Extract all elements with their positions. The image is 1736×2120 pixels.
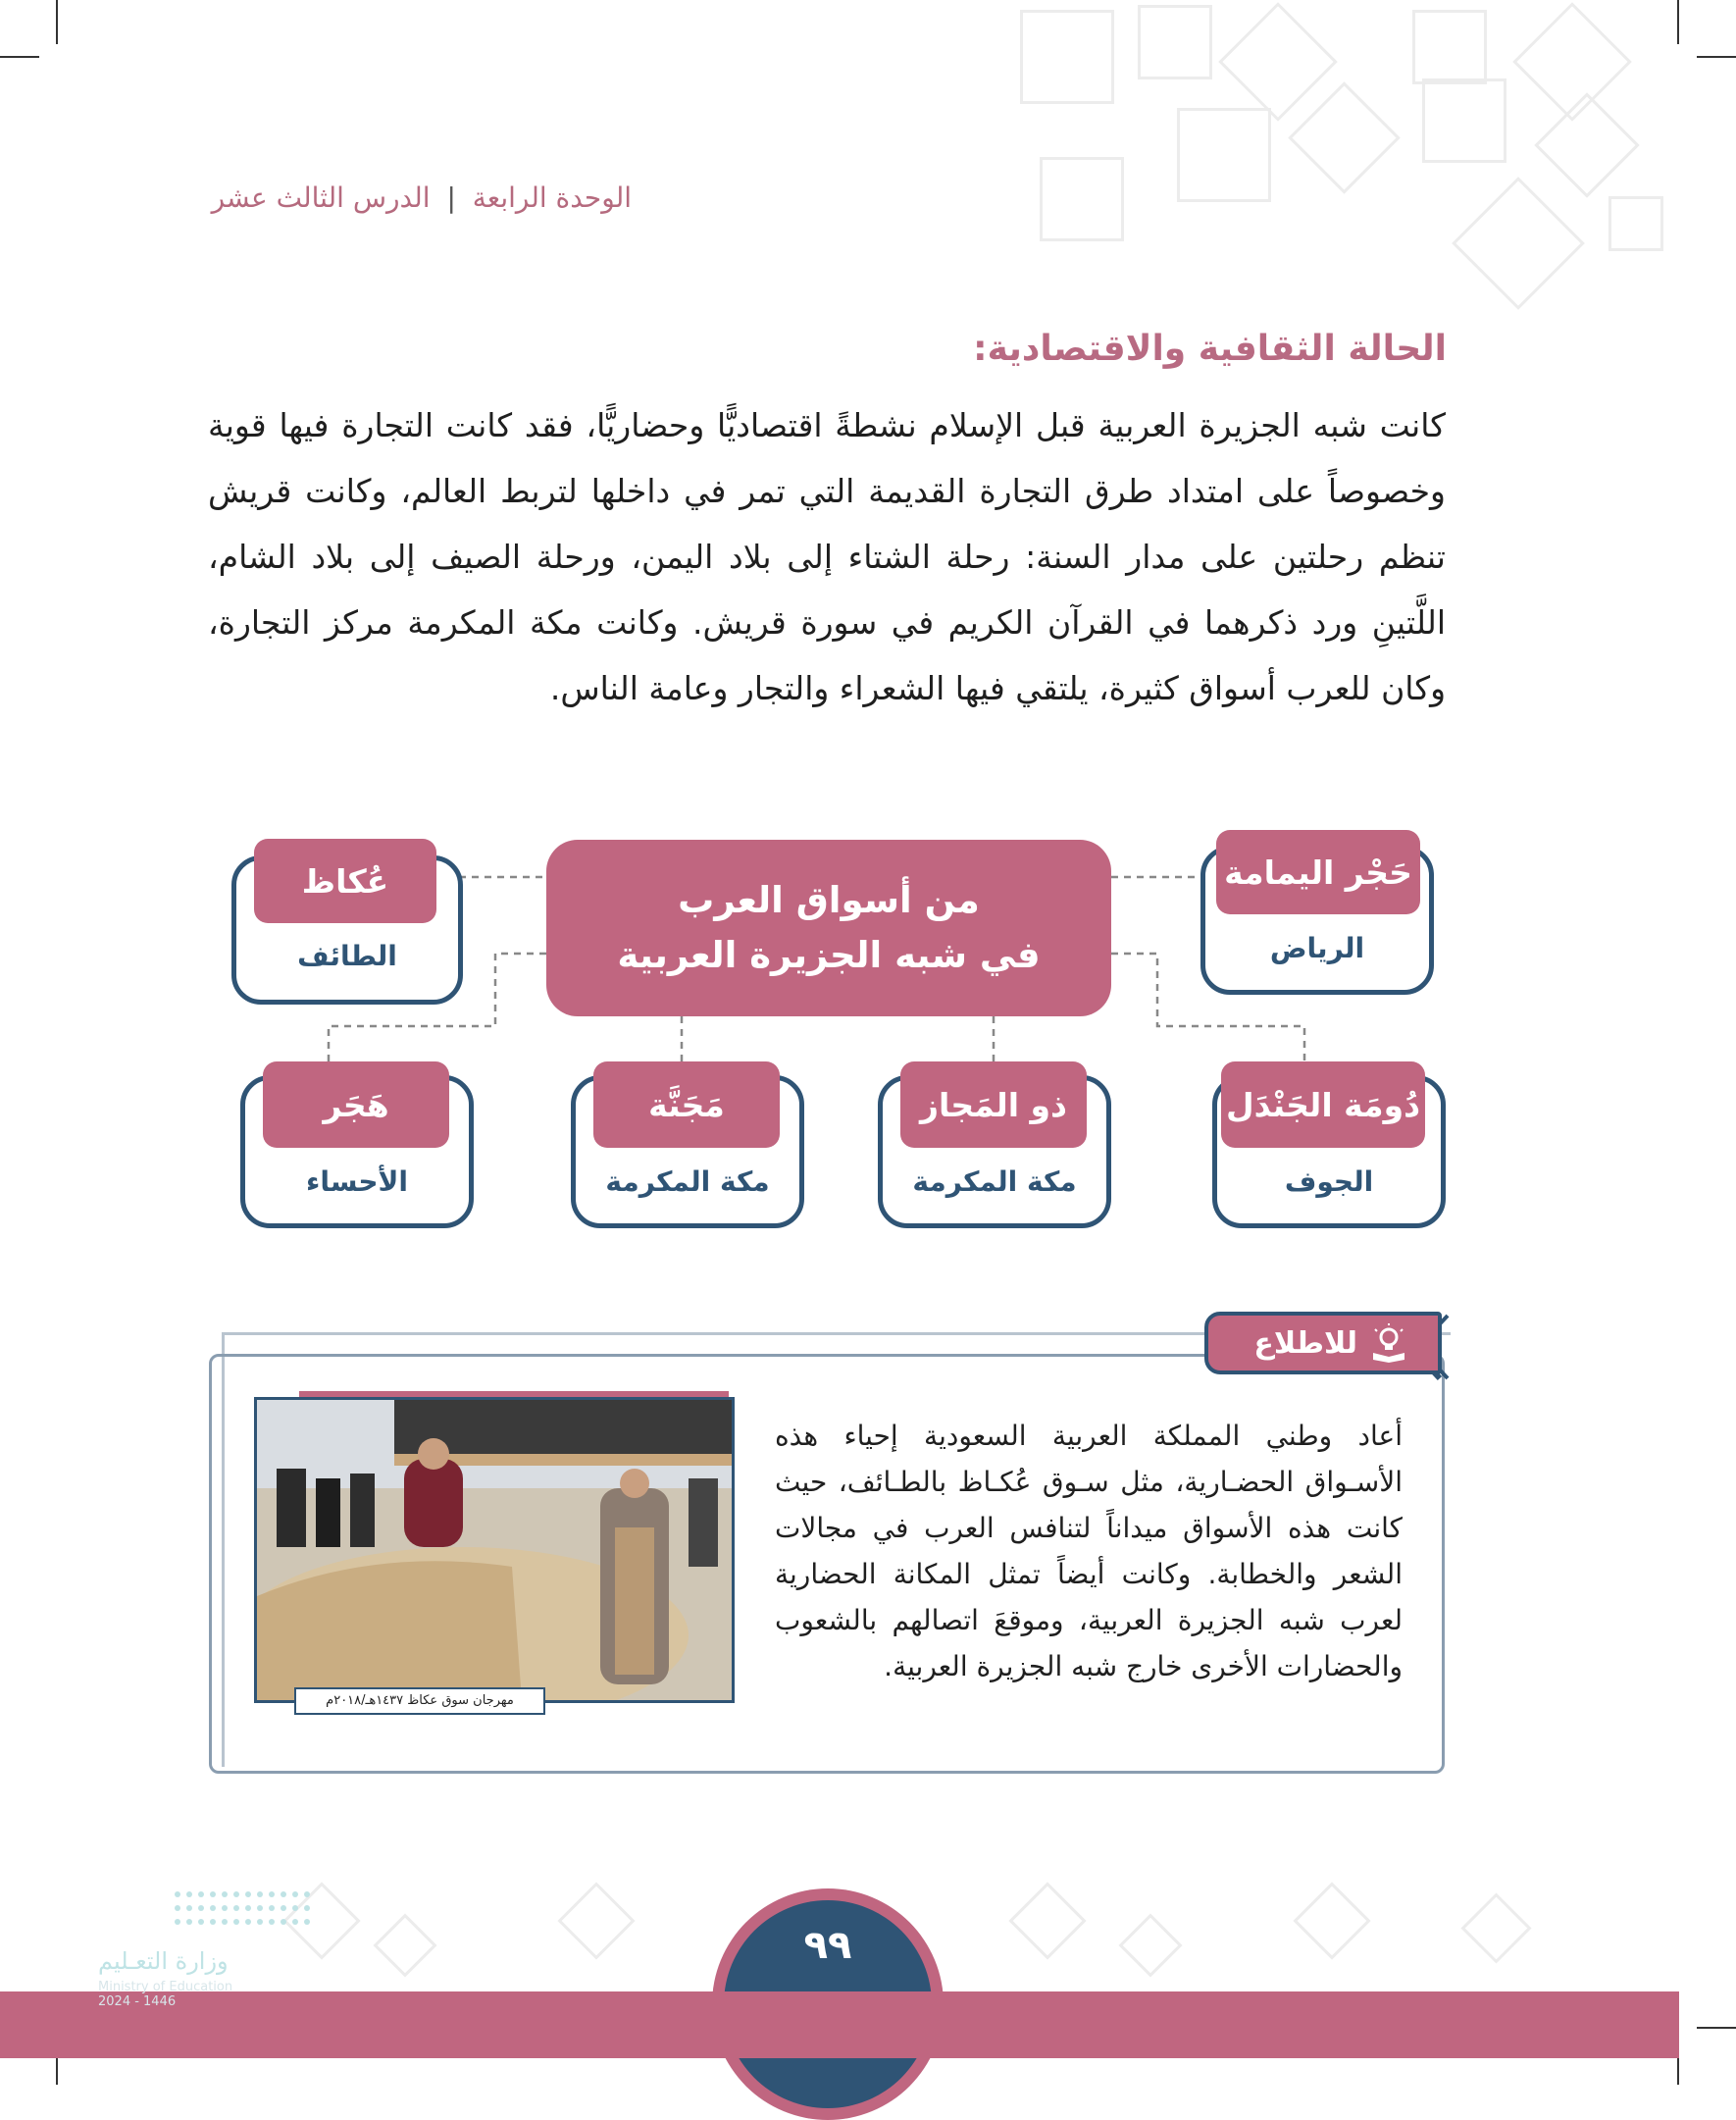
festival-photo: [254, 1397, 735, 1703]
body-paragraph-text: كانت شبه الجزيرة العربية قبل الإسلام نشطةً اقتصاديًّا وحضاريًّا، فقد كانت التجارة فيها قوية وخصوصاً على امتداد طرق التجارة القديمة التي تمر في داخلها لتربط العالم، وكانت قريش تنظم رحلتين على مدار السنة: رحلة الشتاء إلى بلاد اليمن، ورحلة الصيف إلى بلاد الشام، اللَّتينِ ورد ذكرهما في القرآن الكريم في سورة قريش. وكانت مكة المكرمة مركز التجارة، وكان للعرب أسواق كثيرة، يلتقي فيها الشعراء والتجار وعامة الناس.: [208, 406, 1446, 707]
ministry-name-en-text: Ministry of Education: [98, 1980, 233, 1994]
ministry-name-en: [98, 1980, 232, 2009]
info-paragraph: [775, 1413, 1403, 1689]
photo-caption: مهرجان سوق عكاظ ١٤٣٧هـ/٢٠١٨م: [294, 1687, 545, 1715]
market-place: الجوف: [1284, 1165, 1374, 1198]
market-name: حَجْر اليمامة: [1216, 830, 1420, 914]
ministry-year: 2024 - 1446: [98, 1994, 177, 2009]
page-number: ٩٩: [803, 1923, 852, 1968]
lightbulb-book-icon: [1369, 1323, 1408, 1363]
info-tab-label: للاطلاع: [1253, 1325, 1357, 1361]
market-name: عُكاظ: [254, 839, 436, 923]
diagram-center-node: [546, 840, 1111, 1016]
center-title-line2: في شبه الجزيرة العربية: [617, 934, 1041, 976]
market-name: هَجَر: [263, 1061, 449, 1148]
info-paragraph-text: أعاد وطني المملكة العربية السعودية إحياء هذه الأسـواق الحضـارية، مثل سـوق عُكـاظ بالطـائف، حيث كانت هذه الأسواق ميداناً لتنافس العرب في مجالات الشعر والخطابة. وكانت أيضاً تمثل المكانة الحضارية لعرب شبه الجزيرة العربية، وموقعَ اتصالهم بالشعوب والحضارات الأخرى خارج شبه الجزيرة العربية.: [775, 1420, 1403, 1682]
crop-mark: [1697, 2027, 1736, 2029]
market-name: دُومَة الجَنْدَل: [1221, 1061, 1425, 1148]
market-name: ذو المَجاز: [900, 1061, 1087, 1148]
center-title-line1: من أسواق العرب: [678, 879, 980, 921]
unit-label: الوحدة الرابعة: [472, 181, 632, 214]
market-place: مكة المكرمة: [605, 1165, 770, 1198]
section-heading: الحالة الثقافية والاقتصادية:: [973, 329, 1447, 369]
header-separator: |: [446, 181, 456, 214]
market-name: مَجَنَّة: [593, 1061, 780, 1148]
market-place: الرياض: [1269, 932, 1365, 964]
info-tab: [1204, 1312, 1442, 1374]
lesson-label: الدرس الثالث عشر: [211, 181, 431, 214]
market-place: الطائف: [297, 940, 397, 972]
market-place: مكة المكرمة: [912, 1165, 1077, 1198]
ministry-name-ar: وزارة التعـليم: [98, 1947, 229, 1975]
footer-band: [0, 1991, 1679, 2058]
market-place: الأحساء: [306, 1165, 408, 1198]
